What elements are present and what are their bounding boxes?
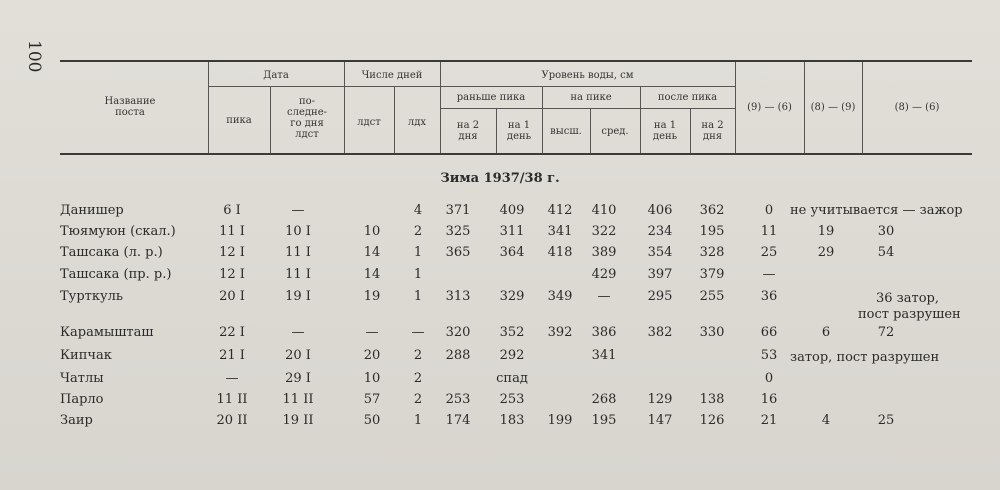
station-name: Данишер	[60, 203, 124, 218]
station-name: Заир	[60, 413, 93, 428]
station-name: Парло	[60, 392, 104, 407]
table-cell: 2	[413, 348, 423, 363]
table-cell: 379	[699, 267, 725, 282]
header-bottom-rule	[60, 153, 972, 155]
table-cell: 25	[760, 245, 778, 260]
note-kipchak: затор, пост разрушен	[790, 350, 940, 365]
table-cell: 268	[591, 392, 617, 407]
table-cell: 11	[760, 224, 778, 239]
table-cell: 147	[647, 413, 673, 428]
station-name: Ташсака (пр. р.)	[60, 267, 172, 282]
table-cell: —	[225, 371, 239, 386]
table-cell: 11 II	[216, 392, 248, 407]
table-cell: 371	[445, 203, 471, 218]
header-c89: (8) — (9)	[810, 102, 856, 113]
table-cell: 1	[413, 245, 423, 260]
table-cell: 311	[499, 224, 525, 239]
table-cell: 10 I	[285, 224, 311, 239]
section-title: Зима 1937/38 г.	[440, 171, 560, 186]
table-cell: 11 I	[285, 245, 311, 260]
table-cell: 365	[445, 245, 471, 260]
table-cell: 410	[591, 203, 617, 218]
table-cell: 313	[445, 289, 471, 304]
table-cell: 126	[699, 413, 725, 428]
table-cell: 30	[877, 224, 895, 239]
table-cell: 292	[499, 348, 525, 363]
table-cell: —	[411, 325, 425, 340]
table-cell: 66	[760, 325, 778, 340]
table-cell: 253	[499, 392, 525, 407]
note-danisher: не учитывается — зажор	[790, 203, 963, 218]
table-cell: 195	[699, 224, 725, 239]
note-turtkul-2: пост разрушен	[858, 307, 961, 322]
header-days-ldx: лдх	[407, 117, 427, 128]
table-cell: 2	[413, 224, 423, 239]
table-cell: 54	[877, 245, 895, 260]
table-cell: 22 I	[219, 325, 245, 340]
table-cell: 397	[647, 267, 673, 282]
station-name: Чатлы	[60, 371, 104, 386]
table-cell: 36	[760, 289, 778, 304]
table-cell: 4	[413, 203, 423, 218]
table-cell: 20 I	[219, 289, 245, 304]
table-cell: 19 I	[285, 289, 311, 304]
table-cell: 19	[817, 224, 835, 239]
table-cell: 14	[363, 267, 381, 282]
header-a2: на 2 дня	[701, 120, 724, 142]
header-days: Числе дней	[361, 70, 423, 81]
table-cell: 386	[591, 325, 617, 340]
table-cell: 255	[699, 289, 725, 304]
header-station: Название поста	[104, 96, 156, 118]
header-b1: на 1 день	[506, 120, 532, 142]
header-c96: (9) — (6)	[747, 102, 792, 113]
table-cell: 0	[764, 203, 774, 218]
table-cell: 418	[547, 245, 573, 260]
table-cell: 341	[547, 224, 573, 239]
header-a1: на 1 день	[652, 120, 678, 142]
table-cell: 330	[699, 325, 725, 340]
station-name: Кипчак	[60, 348, 112, 363]
table-cell: 11 II	[282, 392, 314, 407]
table-cell: 253	[445, 392, 471, 407]
table-cell: 10	[363, 224, 381, 239]
table-cell: 4	[821, 413, 831, 428]
table-cell: 2	[413, 392, 423, 407]
table-cell: —	[291, 203, 305, 218]
table-cell: 1	[413, 413, 423, 428]
table-cell: 354	[647, 245, 673, 260]
station-name: Турткуль	[60, 289, 123, 304]
table-cell: 20 II	[216, 413, 248, 428]
table-cell: 325	[445, 224, 471, 239]
table-cell: 29	[817, 245, 835, 260]
table-cell: 389	[591, 245, 617, 260]
table-cell: 195	[591, 413, 617, 428]
table-cell: 20	[363, 348, 381, 363]
header-water-level: Уровень воды, см	[541, 70, 634, 81]
table-cell: 19 II	[282, 413, 314, 428]
header-at-max: высш.	[550, 126, 582, 137]
header-date: Дата	[263, 70, 289, 81]
table-cell: 2	[413, 371, 423, 386]
station-name: Карамышташ	[60, 325, 154, 340]
table-cell: 362	[699, 203, 725, 218]
table-cell: 322	[591, 224, 617, 239]
header-at-mid: сред.	[601, 126, 629, 137]
table-cell: —	[762, 267, 776, 282]
header-subrule	[208, 86, 735, 87]
table-cell: 12 I	[219, 245, 245, 260]
table-cell: 72	[877, 325, 895, 340]
table-cell: —	[597, 289, 611, 304]
table-top-rule	[60, 60, 972, 62]
table-cell: 349	[547, 289, 573, 304]
table-cell: —	[365, 325, 379, 340]
table-cell: 392	[547, 325, 573, 340]
header-days-ldst: лдст	[357, 117, 381, 128]
table-cell: 50	[363, 413, 381, 428]
header-b2: на 2 дня	[456, 120, 480, 142]
table-cell: 406	[647, 203, 673, 218]
header-c86: (8) — (6)	[894, 102, 940, 113]
station-name: Ташсака (л. р.)	[60, 245, 163, 260]
header-date-last: по- следне- го дня лдст	[287, 96, 327, 140]
table-cell: 183	[499, 413, 525, 428]
header-at-peak: на пике	[570, 92, 612, 103]
table-cell: 352	[499, 325, 525, 340]
table-cell: 16	[760, 392, 778, 407]
header-after-peak: после пика	[657, 92, 718, 103]
table-cell: 412	[547, 203, 573, 218]
table-cell: 174	[445, 413, 471, 428]
table-cell: 328	[699, 245, 725, 260]
table-cell: 57	[363, 392, 381, 407]
table-cell: 329	[499, 289, 525, 304]
table-cell: 1	[413, 289, 423, 304]
table-cell: 429	[591, 267, 617, 282]
table-cell: 341	[591, 348, 617, 363]
table-cell: 10	[363, 371, 381, 386]
table-cell: 129	[647, 392, 673, 407]
table-cell: 21 I	[219, 348, 245, 363]
station-name: Тюямуюн (скал.)	[60, 224, 176, 239]
table-cell: 19	[363, 289, 381, 304]
table-cell: 0	[764, 371, 774, 386]
header-before-peak: раньше пика	[456, 92, 526, 103]
page-number: 100	[24, 40, 44, 73]
table-cell: 6 I	[223, 203, 241, 218]
table-cell: 21	[760, 413, 778, 428]
table-cell: 199	[547, 413, 573, 428]
table-cell: 20 I	[285, 348, 311, 363]
table-cell: 320	[445, 325, 471, 340]
table-cell: 364	[499, 245, 525, 260]
table-cell: 382	[647, 325, 673, 340]
header-date-peak: пика	[226, 115, 252, 126]
table-cell: 295	[647, 289, 673, 304]
table-cell: 409	[499, 203, 525, 218]
table-cell: 11 I	[219, 224, 245, 239]
table-cell: спад	[496, 371, 528, 386]
table-cell: 29 I	[285, 371, 311, 386]
table-cell: 14	[363, 245, 381, 260]
note-turtkul-1: 36 затор,	[876, 291, 939, 306]
table-cell: 6	[821, 325, 831, 340]
table-cell: 1	[413, 267, 423, 282]
table-cell: 25	[877, 413, 895, 428]
table-cell: 12 I	[219, 267, 245, 282]
table-cell: 234	[647, 224, 673, 239]
table-cell: 138	[699, 392, 725, 407]
table-cell: 288	[445, 348, 471, 363]
table-cell: —	[291, 325, 305, 340]
header-subrule	[440, 108, 735, 109]
table-cell: 53	[760, 348, 778, 363]
table-cell: 11 I	[285, 267, 311, 282]
